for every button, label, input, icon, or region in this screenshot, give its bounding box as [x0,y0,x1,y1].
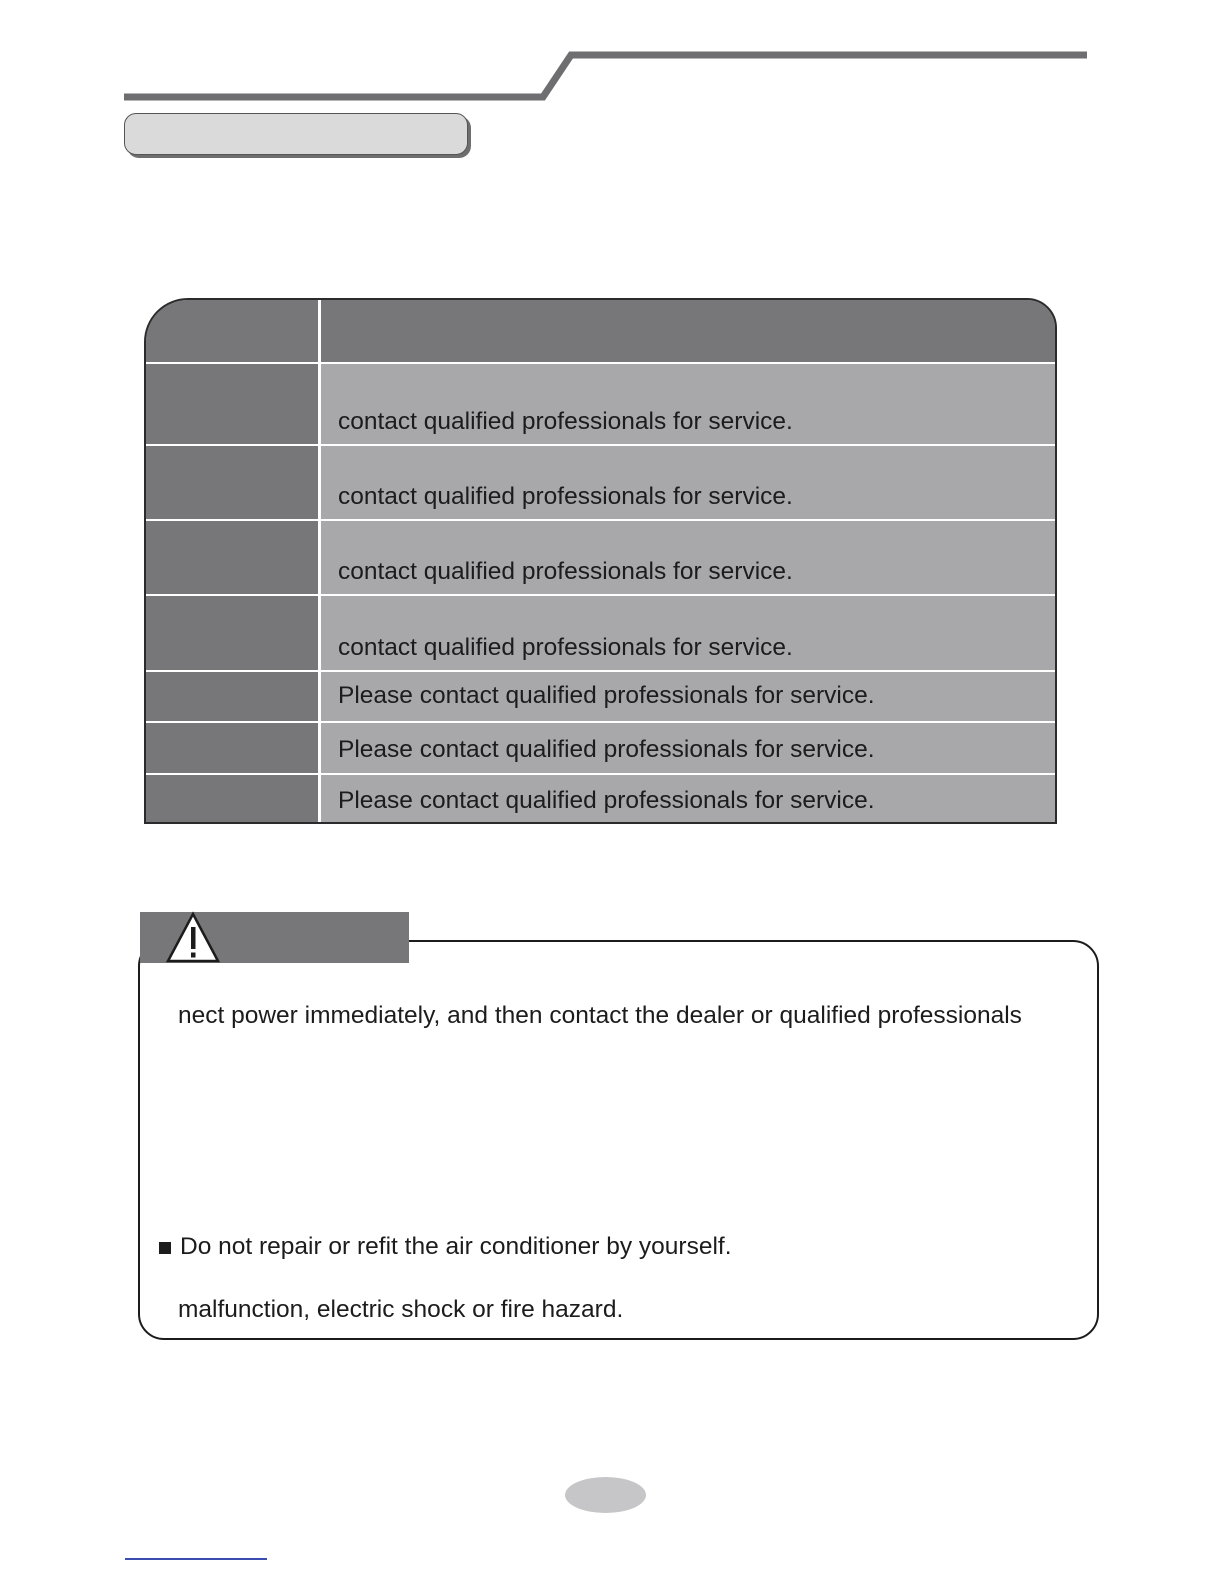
table-desc-cell [321,672,1055,721]
table-code-cell [146,364,321,444]
table-header-code-cell [146,300,321,362]
table-row [146,519,1055,594]
error-code-table [144,298,1057,824]
warning-text-line: nect power immediately, and then contact the dealer or qualified professionals [178,1002,1022,1029]
table-row [146,594,1055,670]
table-row [146,670,1055,721]
warning-box [138,940,1099,1340]
table-row [146,721,1055,773]
table-desc-cell [321,446,1055,519]
table-row [146,444,1055,519]
table-desc-text: contact qualified professionals for service. [338,408,793,435]
table-header-desc-cell [321,300,1055,362]
table-code-cell [146,775,321,824]
table-code-cell [146,672,321,721]
table-desc-text: Please contact qualified professionals for service. [338,787,875,814]
bullet-square-icon [159,1242,171,1254]
table-desc-cell [321,521,1055,594]
header-rule [0,0,1224,110]
warning-bullet-text: Do not repair or refit the air conditioner by yourself. [180,1233,732,1260]
page-number-oval [565,1477,646,1513]
warning-text-line: malfunction, electric shock or fire hazard. [178,1296,624,1323]
table-desc-text: Please contact qualified professionals for service. [338,682,875,709]
table-row [146,773,1055,824]
table-desc-cell [321,596,1055,670]
table-code-cell [146,446,321,519]
table-desc-text: contact qualified professionals for service. [338,483,793,510]
table-desc-text: contact qualified professionals for service. [338,558,793,585]
table-code-cell [146,596,321,670]
table-row [146,362,1055,444]
table-header-row [146,300,1055,362]
table-desc-cell [321,775,1055,824]
table-desc-text: contact qualified professionals for service. [338,634,793,661]
table-desc-cell [321,723,1055,773]
table-desc-cell [321,364,1055,444]
footer-link-underline [125,1558,267,1560]
warning-triangle-icon [164,911,222,965]
table-code-cell [146,521,321,594]
section-title-pill [124,113,468,155]
table-code-cell [146,723,321,773]
table-desc-text: Please contact qualified professionals for service. [338,736,875,763]
